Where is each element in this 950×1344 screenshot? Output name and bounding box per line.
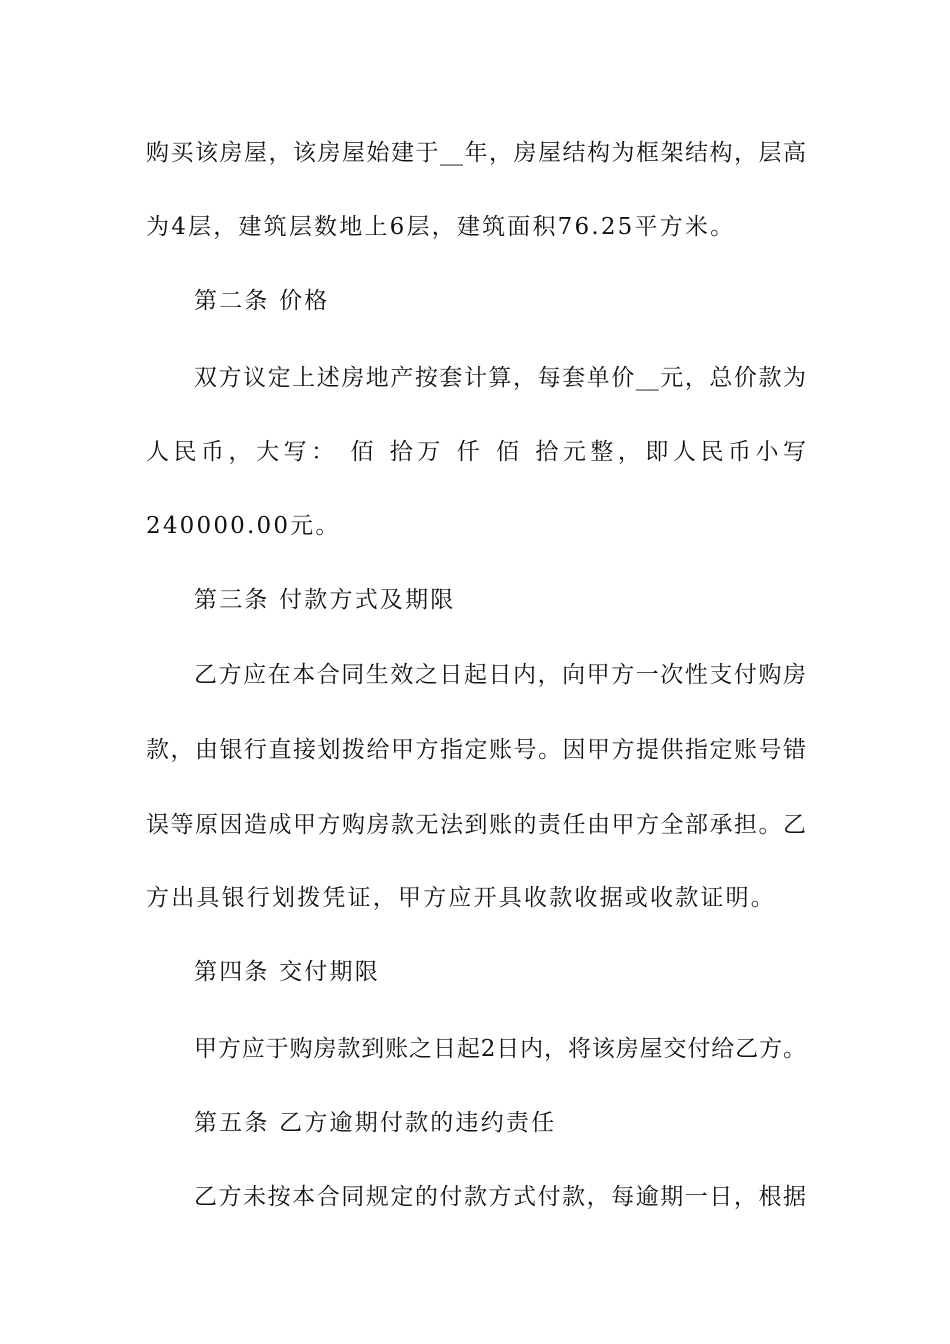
body-line: 乙方未按本合同规定的付款方式付款，每逾期一日，根据 (194, 1184, 806, 1210)
body-line: 甲方应于购房款到账之日起2日内，将该房屋交付给乙方。 (194, 1036, 806, 1062)
body-line: 款，由银行直接划拨给甲方指定账号。因甲方提供指定账号错 (146, 737, 806, 763)
section-heading: 第四条 交付期限 (194, 959, 380, 985)
section-heading: 第二条 价格 (194, 288, 330, 314)
body-line: 购买该房屋，该房屋始建于__年，房屋结构为框架结构，层高 (146, 140, 806, 166)
section-heading: 第三条 付款方式及期限 (194, 587, 456, 613)
body-line: 双方议定上述房地产按套计算，每套单价__元，总价款为 (194, 365, 806, 391)
body-line: 方出具银行划拨凭证，甲方应开具收款收据或收款证明。 (146, 885, 776, 911)
body-line: 240000.00元。 (146, 513, 341, 539)
body-line: 为4层，建筑层数地上6层，建筑面积76.25平方米。 (146, 214, 736, 240)
body-line: 乙方应在本合同生效之日起日内，向甲方一次性支付购房 (194, 662, 806, 688)
body-line: 误等原因造成甲方购房款无法到账的责任由甲方全部承担。乙 (146, 812, 806, 838)
section-heading: 第五条 乙方逾期付款的违约责任 (194, 1110, 557, 1136)
body-line: 人民币，大写： 佰 拾万 仟 佰 拾元整，即人民币小写 (146, 439, 806, 465)
